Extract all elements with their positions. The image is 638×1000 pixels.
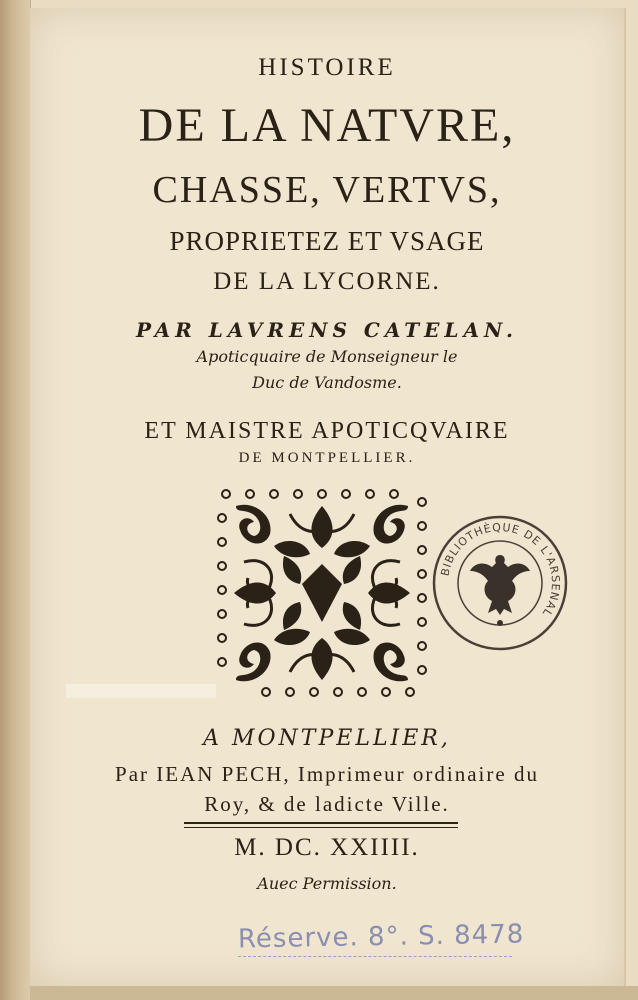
library-stamp xyxy=(432,515,568,651)
privilege-line: Auec Permission. xyxy=(257,874,397,893)
stamp-text: BIBLIOTHÈQUE DE L'ARSENAL xyxy=(438,520,563,620)
imprint-rule xyxy=(184,822,458,828)
imprint-printer-2: Roy, & de ladicte Ville. xyxy=(204,792,450,816)
shelfmark: Réserve. 8°. S. 8478 xyxy=(237,919,525,955)
book-spine xyxy=(0,0,31,1000)
author-title-1: Apoticquaire de Monseigneur le xyxy=(196,347,458,366)
author-line: PAR LAVRENS CATELAN. xyxy=(136,318,518,342)
page-bottom-edge xyxy=(30,986,638,1000)
author-title-4: DE MONTPELLIER. xyxy=(238,450,416,466)
title-line-5: DE LA LYCORNE. xyxy=(213,268,441,295)
author-title-3: ET MAISTRE APOTICQVAIRE xyxy=(144,418,510,444)
imprint-printer-1: Par IEAN PECH, Imprimeur ordinaire du xyxy=(115,762,539,786)
author-title-2: Duc de Vandosme. xyxy=(252,373,402,392)
shelfmark-underline xyxy=(238,956,512,958)
title-line-1: HISTOIRE xyxy=(258,54,396,81)
imprint-date: M. DC. XXIIII. xyxy=(234,834,420,861)
imprint-place: A MONTPELLIER, xyxy=(203,726,451,751)
title-line-3: CHASSE, VERTVS, xyxy=(152,169,502,211)
printers-ornament-icon xyxy=(214,486,430,700)
paper-repair-patch xyxy=(66,684,216,698)
eagle-icon xyxy=(470,555,530,626)
title-line-2: DE LA NATVRE, xyxy=(138,99,516,152)
title-line-4: PROPRIETEZ ET VSAGE xyxy=(169,226,485,256)
